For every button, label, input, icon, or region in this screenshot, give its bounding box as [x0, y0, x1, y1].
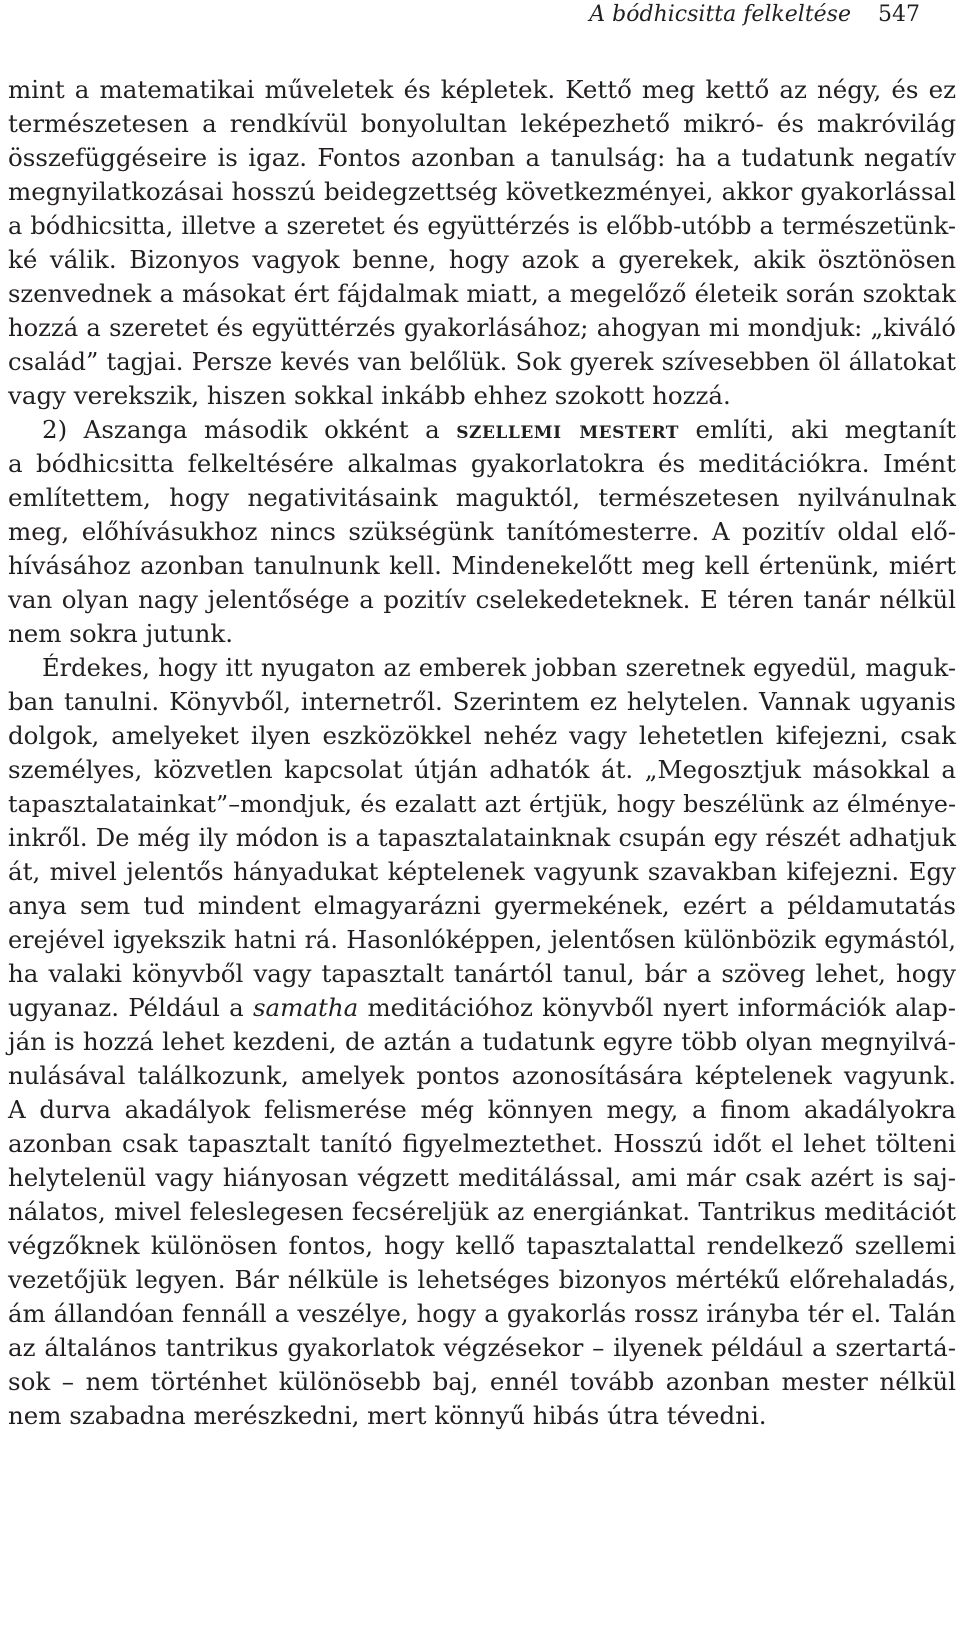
page-number: 547 — [878, 2, 920, 27]
text-line: megnyilatkozásai hosszú beidegzettség következményei, akkor gyakorlással — [8, 177, 956, 206]
text-run: ugyanaz. Például a — [8, 993, 253, 1022]
text-line: meg, előhívásukhoz nincs szükségünk tanítómesterre. A pozitív oldal elő- — [8, 517, 956, 546]
text-line: vezetőjük legyen. Bár nélküle is lehetséges bizonyos mértékű előrehaladás, — [8, 1265, 956, 1294]
text-line: a bódhicsitta, illetve a szeretet és együttérzés is előbb-utóbb a természetünk- — [8, 212, 956, 240]
text-line: inkről. De még ily módon is a tapasztalatainknak csupán egy részét adhatjuk — [8, 824, 956, 852]
text-run: 2) Aszanga második okként a — [42, 415, 457, 444]
text-line: ban tanulni. Könyvből, internetről. Szerintem ez helytelen. Vannak ugyanis — [8, 687, 956, 716]
running-header — [589, 2, 920, 28]
text-line: nálatos, mivel feleslegesen fecséreljük az energiánkat. Tantrikus meditációt — [8, 1197, 956, 1226]
text-line: tapasztalatainkat”–mondjuk, és ezalatt azt értjük, hogy beszélünk az élménye- — [8, 790, 956, 818]
text-line: összefüggéseire is igaz. Fontos azonban a tanulság: ha a tudatunk negatív — [8, 143, 956, 172]
text-line: család” tagjai. Persze kevés van belőlük. Sok gyerek szívesebben öl állatokat — [8, 348, 956, 376]
text-line: természetesen a rendkívül bonyolultan leképezhető mikró- és makróvilág — [8, 109, 956, 138]
text-line — [8, 991, 956, 1025]
text-line: azonban csak tapasztalt tanító figyelmeztethet. Hosszú időt el lehet tölteni — [8, 1129, 956, 1158]
text-line: ján is hozzá lehet kezdeni, de aztán a tudatunk egyre több olyan megnyilvá- — [8, 1027, 956, 1056]
text-line: A durva akadályok felismerése még könnyen megy, a finom akadályokra — [8, 1095, 956, 1124]
text-line: ám állandóan fennáll a veszélye, hogy a gyakorlás rossz irányba tér el. Talán — [8, 1299, 956, 1328]
text-line: nem sokra jutunk. — [8, 619, 233, 648]
text-line: végzőknek különösen fontos, hogy kellő tapasztalattal rendelkező szellemi — [8, 1231, 956, 1260]
text-line: említettem, hogy negativitásaink maguktól, természetesen nyilvánulnak — [8, 483, 956, 512]
text-line: erejével igyekszik hatni rá. Hasonlóképpen, jelentősen különbözik egymástól, — [8, 926, 956, 954]
text-line: nulásával találkozunk, amelyek pontos azonosítására képtelenek vagyunk. — [8, 1061, 956, 1090]
running-title: A bódhicsitta felkeltése — [589, 2, 851, 27]
body-text — [8, 73, 956, 1433]
text-line: vagy verekszik, hiszen sokkal inkább ehhez szokott hozzá. — [8, 381, 731, 410]
text-run: említi, aki megtanít — [678, 415, 957, 444]
text-line: szenvednek a másokat ért fájdalmak miatt, a megelőző életeik során szoktak — [8, 279, 956, 308]
text-line: nem szabadna merészkedni, mert könnyű hibás útra tévedni. — [8, 1401, 767, 1430]
text-line: az általános tantrikus gyakorlatok végzésekor – ilyenek például a szertartá- — [8, 1333, 956, 1362]
text-line: személyes, közvetlen kapcsolat útján adhatók át. „Megosztjuk másokkal a — [8, 755, 956, 784]
text-line: Érdekes, hogy itt nyugaton az emberek jobban szeretnek egyedül, maguk- — [42, 654, 956, 682]
text-line: dolgok, amelyeket ilyen eszközökkel nehéz vagy lehetetlen kifejezni, csak — [8, 721, 956, 750]
text-line: van olyan nagy jelentősége a pozitív cselekedeteknek. E téren tanár nélkül — [8, 585, 956, 614]
text-line: anya sem tud mindent elmagyarázni gyermekének, ezért a példamutatás — [8, 891, 956, 920]
italic-term: samatha — [252, 993, 359, 1022]
text-line: helytelenül vagy hiányosan végzett meditálással, ami már csak azért is saj- — [8, 1163, 956, 1192]
text-line: hozzá a szeretet és együttérzés gyakorlásához; ahogyan mi mondjuk: „kiváló — [8, 314, 956, 342]
text-line — [8, 413, 956, 447]
text-line: át, mivel jelentős hányadukat képtelenek vagyunk szavakban kifejezni. Egy — [8, 857, 956, 886]
text-line: sok – nem történhet különösebb baj, ennél tovább azonban mester nélkül — [8, 1367, 956, 1396]
text-run: meditációhoz könyvből nyert információk alap- — [358, 993, 956, 1022]
text-line: a bódhicsitta felkeltésére alkalmas gyakorlatokra és meditációkra. Imént — [8, 449, 956, 478]
text-line: ké válik. Bizonyos vagyok benne, hogy azok a gyerekek, akik ösztönösen — [8, 245, 956, 274]
text-line: ha valaki könyvből vagy tapasztalt tanártól tanul, bár a szöveg lehet, hogy — [8, 959, 956, 988]
small-caps-term: szellemi mestert — [456, 415, 679, 444]
text-line: hívásához azonban tanulnunk kell. Mindenekelőtt meg kell értenünk, miért — [8, 551, 956, 580]
text-line: mint a matematikai műveletek és képletek. Kettő meg kettő az négy, és ez — [8, 75, 956, 104]
